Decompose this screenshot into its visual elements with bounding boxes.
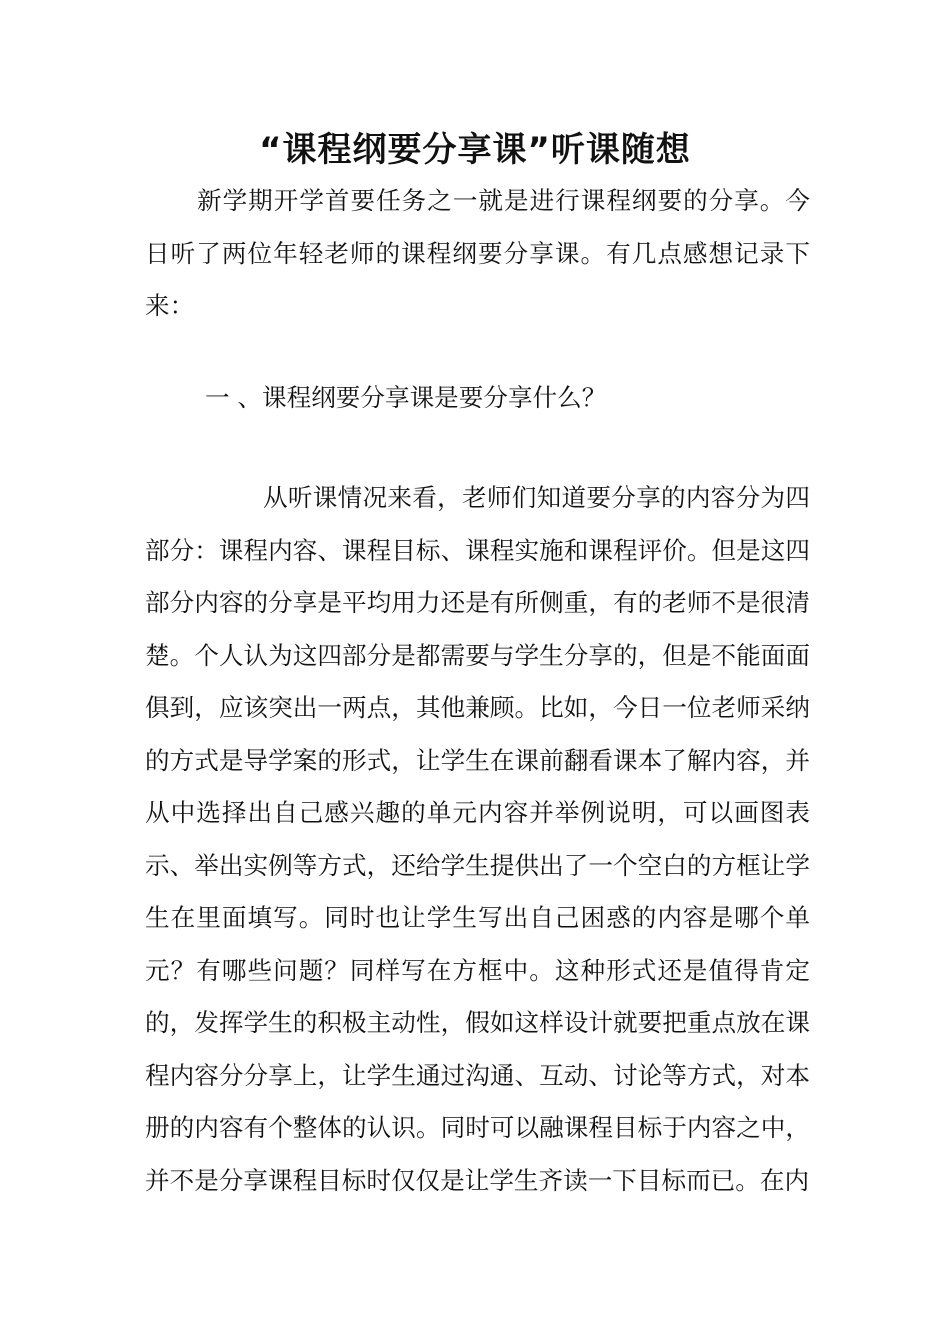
intro-paragraph: 新学期开学首要任务之一就是进行课程纲要的分享。今日听了两位年轻老师的课程纲要分享课。有几点感想记录下来： (145, 186, 810, 320)
section-body-paragraph: 从听课情况来看，老师们知道要分享的内容分为四部分：课程内容、课程目标、课程实施和课程评价。但是这四部分内容的分享是平均用力还是有所侧重，有的老师不是很清楚。个人认为这四部分是都需要与学生分享的，但是不能面面俱到，应该突出一两点，其他兼顾。比如，今日一位老师采纳的方式是导学案的形式，让学生在课前翻看课本了解内容，并从中选择出自己感兴趣的单元内容并举例说明，可以画图表示、举出实例等方式，还给学生提供出了一个空白的方框让学生在里面填写。同时也让学生写出自己困惑的内容是哪个单元？有哪些问题？同样写在方框中。这种形式还是值得肯定的，发挥学生的积极主动性，假如这样设计就要把重点放在课程内容分分享上，让学生通过沟通、互动、讨论等方式，对本册的内容有个整体的认识。同时可以融课程目标于内容之中，并不是分享课程目标时仅仅是让学生齐读一下目标而已。在内 (145, 483, 810, 1195)
section-heading: 一 、课程纲要分享课是要分享什么？ (205, 383, 607, 412)
document-title: “课程纲要分享课”听课随想 (259, 130, 691, 170)
